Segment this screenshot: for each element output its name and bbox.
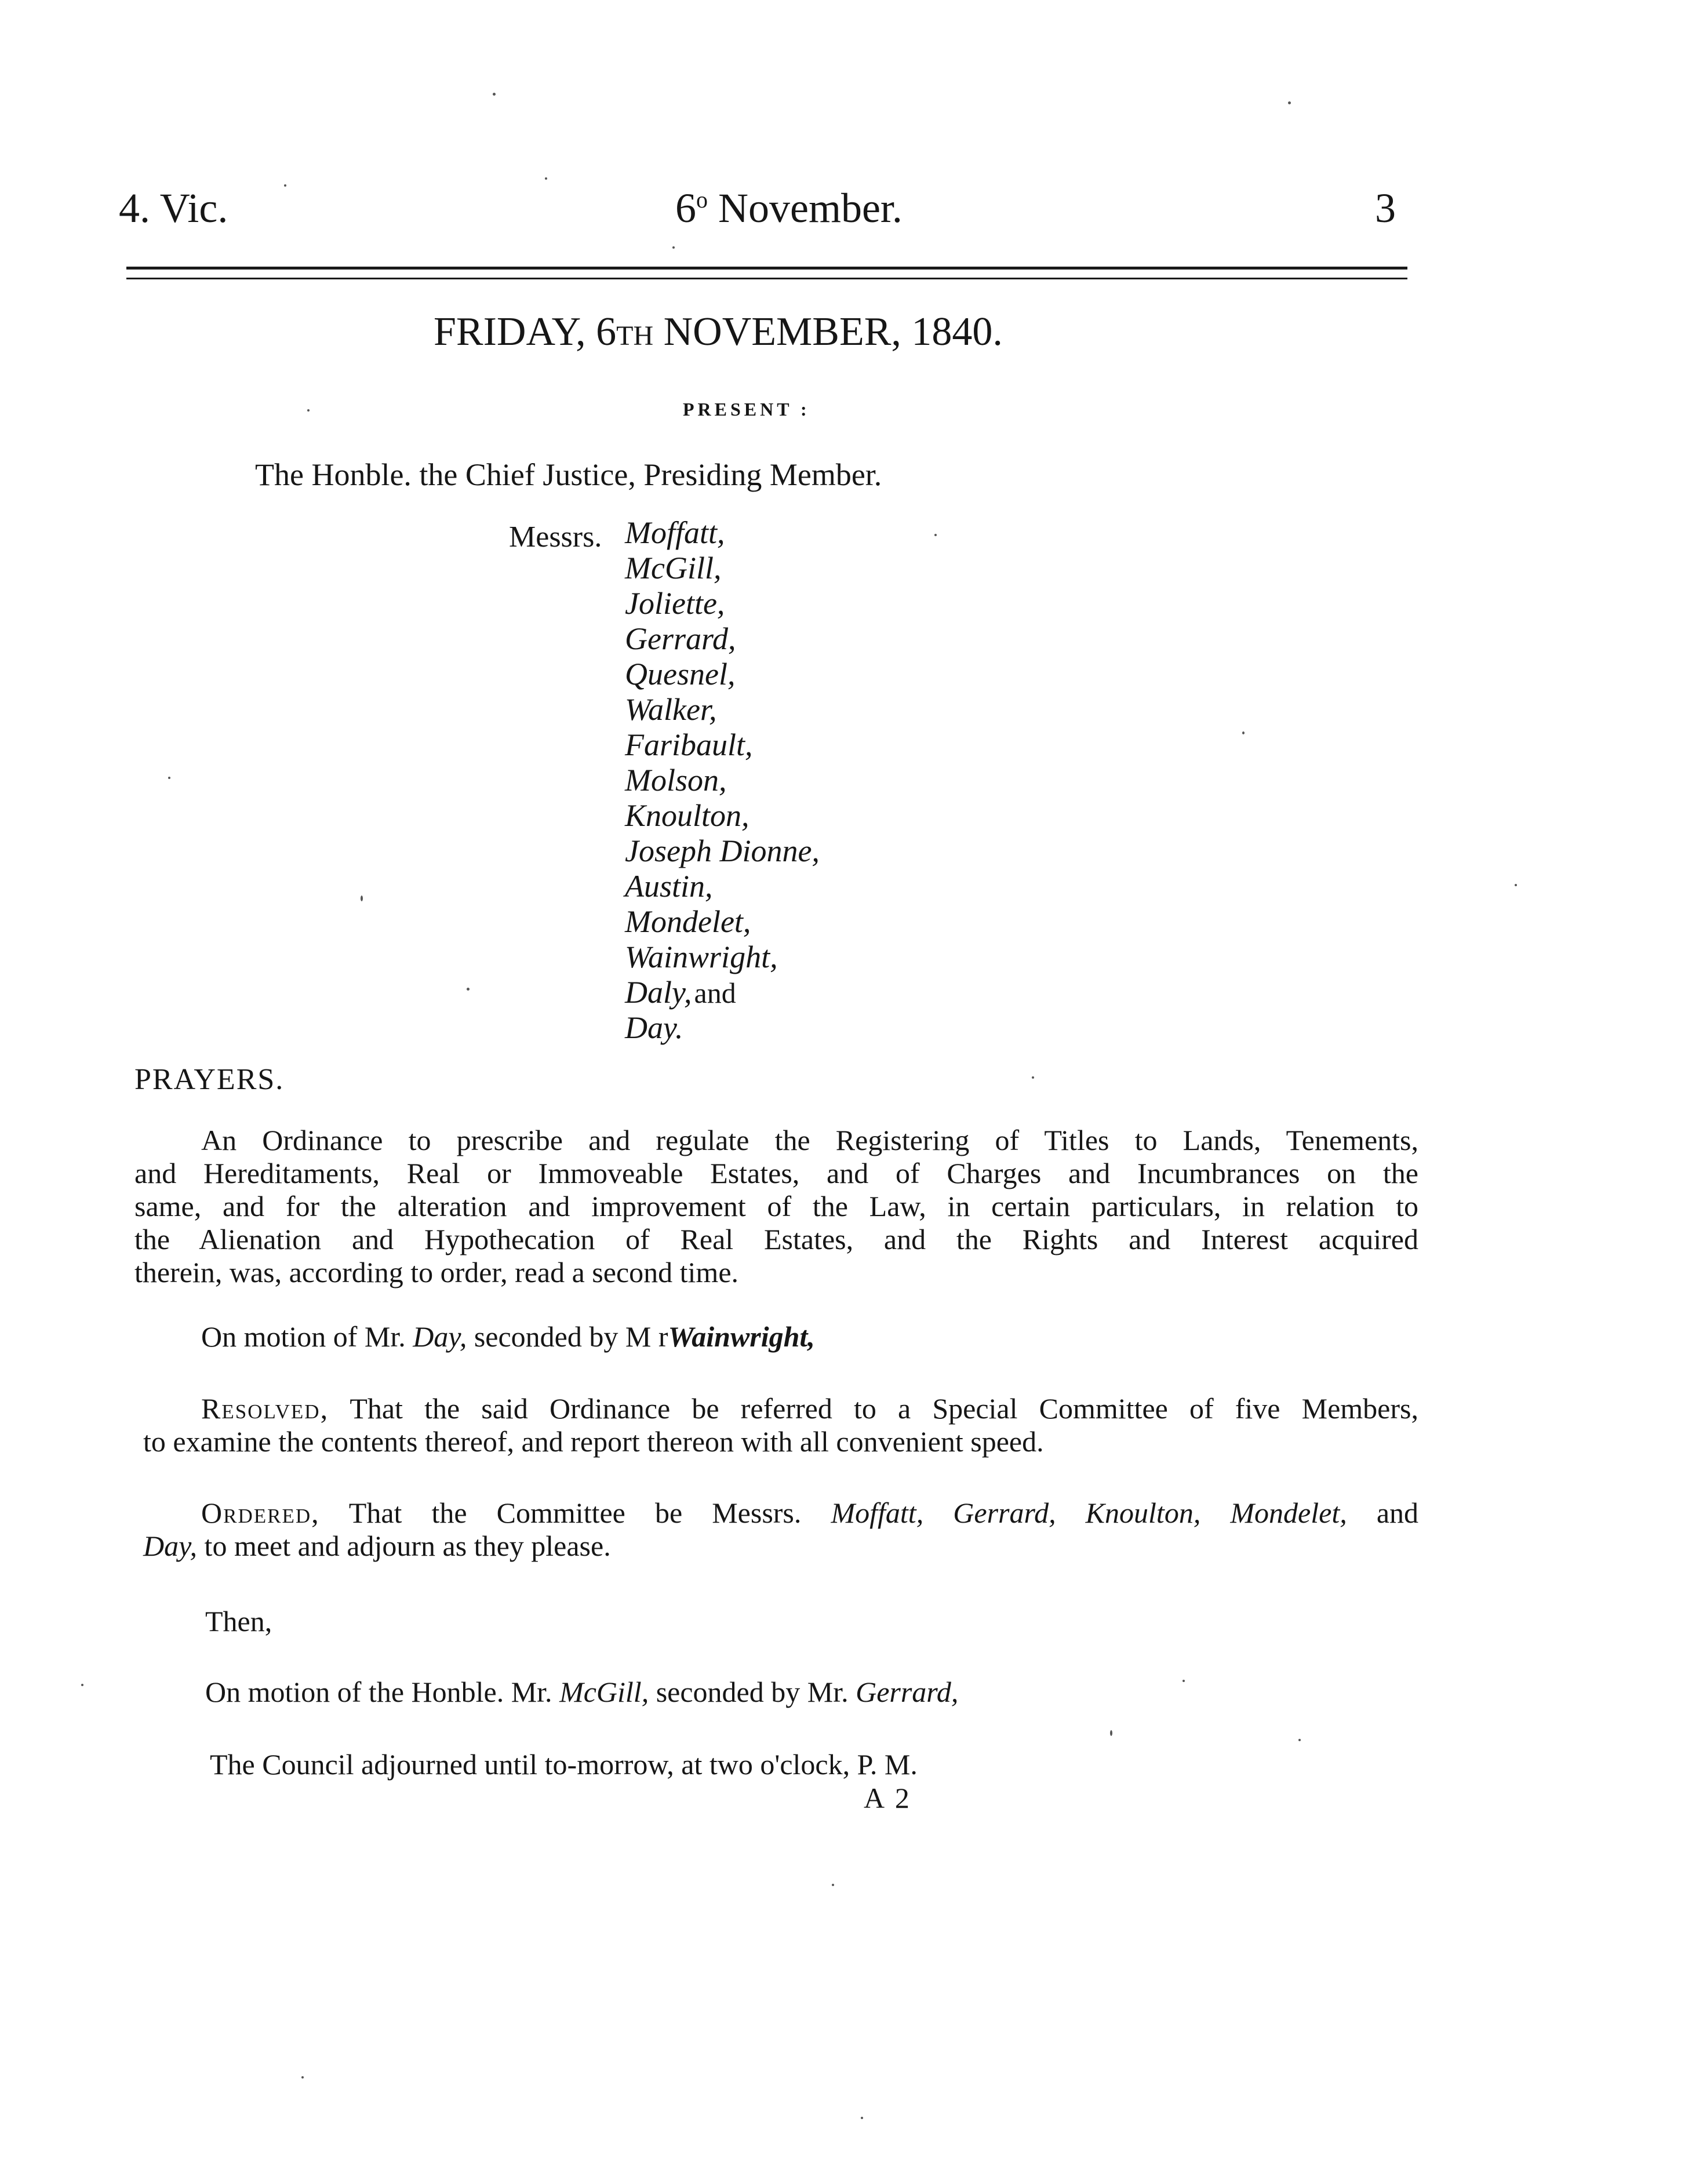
motion-mover: Day,	[413, 1320, 467, 1353]
scan-speck	[1288, 101, 1291, 104]
motion-prefix: On motion of the Honble. Mr.	[205, 1676, 552, 1708]
motion-line-2	[205, 1675, 958, 1709]
header-rule-thin	[126, 278, 1407, 279]
adjournment-line: The Council adjourned until to-morrow, at two o'clock, P. M.	[210, 1748, 918, 1781]
ordinance-line: An Ordinance to prescribe and regulate the Registering of Titles to Lands, Tenements,	[201, 1124, 1418, 1156]
scan-speck	[1032, 1076, 1034, 1079]
presiding-member-line: The Honble. the Chief Justice, Presiding Member.	[255, 457, 882, 492]
member-name: Gerrard,	[625, 621, 736, 656]
scan-speck	[81, 1684, 83, 1686]
scan-speck	[301, 2076, 304, 2079]
signature-mark: A 2	[864, 1782, 912, 1814]
resolved-text: That the said Ordinance be referred to a Special Committee of five Members,	[350, 1392, 1418, 1425]
motion-seconder: Gerrard,	[856, 1676, 959, 1708]
running-head-left: 4. Vic.	[119, 185, 228, 231]
member-name: Quesnel,	[625, 657, 736, 691]
page-title	[434, 309, 1003, 355]
header-rule-thick	[126, 267, 1407, 270]
scan-speck	[168, 777, 170, 779]
ordinance-line: same, and for the alteration and improvement of the Law, in certain particulars, in relation to	[134, 1190, 1418, 1222]
seconder-prefix: M r	[625, 1320, 668, 1353]
member-name: Mondelet,	[625, 904, 751, 939]
motion-seconder: Wainwright,	[668, 1320, 815, 1353]
motion-line-1	[201, 1320, 815, 1353]
ordered-text-2: to meet and adjourn as they please.	[204, 1530, 611, 1562]
member-name: Joliette,	[625, 586, 725, 621]
scan-speck	[861, 2117, 863, 2119]
page-number: 3	[1375, 185, 1396, 231]
ordered-label: Ordered,	[201, 1497, 320, 1529]
scan-speck	[545, 177, 547, 180]
title-date-suffix: TH	[616, 321, 654, 351]
motion-seconded: seconded by Mr.	[656, 1676, 849, 1708]
committee-names: Moffatt, Gerrard, Knoulton, Mondelet,	[831, 1497, 1347, 1529]
member-name: McGill,	[625, 551, 722, 585]
ordered-line	[143, 1530, 1418, 1563]
messrs-label: Messrs.	[509, 520, 602, 554]
title-month-year: NOVEMBER, 1840.	[663, 310, 1003, 354]
date-month: November.	[718, 185, 903, 231]
members-and: and	[694, 977, 736, 1009]
ordered-and: and	[1376, 1497, 1419, 1529]
scan-speck	[1515, 884, 1517, 886]
member-name: Day.	[625, 1010, 683, 1045]
member-name: Molson,	[625, 763, 727, 798]
member-name: Daly,	[625, 975, 692, 1010]
scan-speck	[1182, 1680, 1185, 1682]
motion-seconded: seconded by	[474, 1320, 618, 1353]
motion-mover: McGill,	[559, 1676, 649, 1708]
ordinance-paragraph	[134, 1124, 1418, 1289]
member-name: Walker,	[625, 692, 717, 727]
scan-speck	[284, 184, 286, 187]
scan-speck	[934, 534, 937, 536]
prayers-heading: PRAYERS.	[134, 1063, 285, 1096]
scan-speck	[493, 93, 496, 96]
ordered-text: That the Committee be Messrs.	[348, 1497, 802, 1529]
running-head-date	[675, 184, 903, 232]
ordered-paragraph	[143, 1497, 1418, 1563]
ordinance-line: the Alienation and Hypothecation of Real Estates, and the Rights and Interest acquired	[134, 1223, 1418, 1255]
scan-speck	[1110, 1730, 1112, 1736]
then-line: Then,	[205, 1605, 272, 1637]
member-name: Faribault,	[625, 727, 753, 762]
resolved-paragraph	[143, 1392, 1418, 1458]
member-name: Knoulton,	[625, 798, 749, 833]
ordered-line	[143, 1497, 1418, 1530]
scan-speck	[307, 409, 310, 412]
committee-last-name: Day,	[143, 1530, 198, 1562]
ordinance-line: and Hereditaments, Real or Immoveable Estates, and of Charges and Incumbrances on the	[134, 1157, 1418, 1189]
member-name: Joseph Dionne,	[625, 833, 820, 868]
resolved-label: Resolved,	[201, 1392, 329, 1425]
date-superscript: o	[696, 187, 708, 213]
member-name: Wainwright,	[625, 940, 778, 974]
present-label: PRESENT :	[683, 399, 810, 420]
scan-speck	[1298, 1739, 1301, 1741]
title-date-number: 6	[596, 310, 617, 354]
resolved-line: to examine the contents thereof, and report thereon with all convenient speed.	[143, 1425, 1044, 1458]
scan-speck	[467, 988, 470, 991]
member-name: Moffatt,	[625, 515, 725, 550]
member-name: Austin,	[625, 869, 713, 904]
resolved-line	[143, 1392, 1418, 1425]
ordinance-line: therein, was, according to order, read a second time.	[134, 1256, 739, 1288]
scan-speck	[832, 1884, 834, 1886]
scan-speck	[361, 896, 363, 901]
scan-speck	[1242, 731, 1245, 734]
scan-speck	[672, 246, 675, 249]
title-day: FRIDAY,	[434, 310, 586, 354]
motion-prefix: On motion of Mr.	[201, 1320, 406, 1353]
date-number: 6	[675, 185, 696, 231]
member-line-with-and	[625, 974, 1147, 1010]
members-list	[625, 515, 1147, 1045]
